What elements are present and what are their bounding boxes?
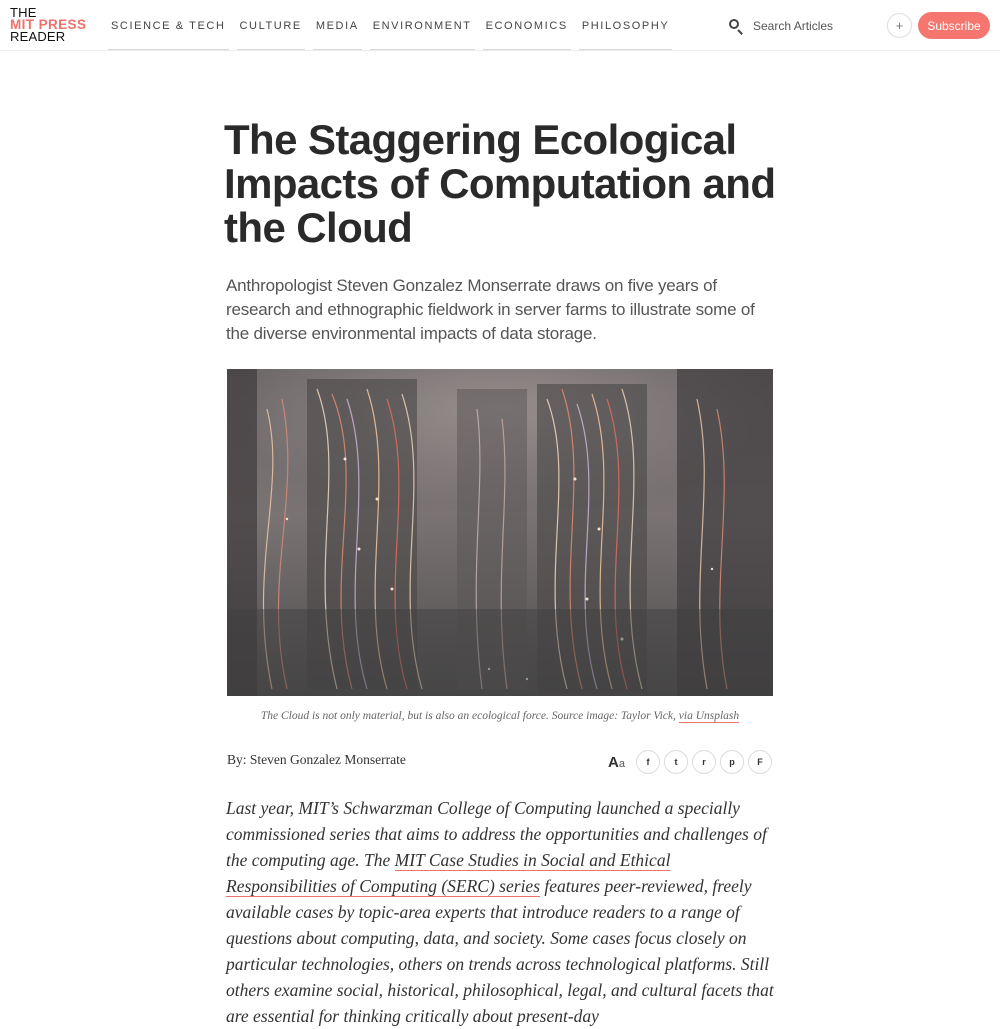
font-size-toggle[interactable]: Aa (608, 753, 625, 771)
body-text-part-1: Last year, MIT’s Schwarzman College of Computing launched a specially commissioned series that aims to address the opportunities and challenges of the computing age. The (226, 798, 767, 870)
share-bar (608, 750, 772, 774)
nav-item-science-tech[interactable]: SCIENCE & TECH (104, 0, 233, 51)
nav-item-environment[interactable]: ENVIRONMENT (366, 0, 479, 51)
main-nav (104, 0, 676, 51)
search-input[interactable] (753, 19, 873, 33)
hero-image (227, 369, 773, 696)
article-body (226, 795, 776, 1029)
plus-button[interactable]: + (887, 13, 912, 38)
caption-text: The Cloud is not only material, but is also an ecological force. Source image: Taylor Vick, (260, 710, 679, 722)
nav-item-culture[interactable]: CULTURE (233, 0, 309, 51)
subscribe-button[interactable]: Subscribe (918, 12, 990, 39)
body-text-part-2: features peer-reviewed, freely available cases by topic-area experts that introduce readers to a range of questions about computing, data, and society. Some cases focus closely on particular technologies, others on trends across technological platforms. Still others examine social, historical, philosophical, legal, and cultural facets that are essential for thinking critically about present-day (226, 876, 774, 1026)
nav-item-economics[interactable]: ECONOMICS (479, 0, 575, 51)
byline: By: Steven Gonzalez Monserrate (227, 752, 406, 767)
site-header (0, 0, 1000, 51)
site-logo[interactable] (10, 7, 86, 43)
server-room-photo (227, 369, 773, 696)
nav-item-philosophy[interactable]: PHILOSOPHY (575, 0, 677, 51)
pocket-icon[interactable]: p (720, 750, 744, 774)
logo-line-3: READER (10, 29, 66, 44)
logo-line-1: THE (10, 5, 37, 20)
article-title: The Staggering Ecological Impacts of Computation and the Cloud (224, 116, 776, 251)
nav-item-media[interactable]: MEDIA (309, 0, 366, 51)
reddit-icon[interactable]: r (692, 750, 716, 774)
logo-line-2: MIT PRESS (10, 17, 87, 32)
article-dek: Anthropologist Steven Gonzalez Monserrate draws on five years of research and ethnographic fieldwork in server farms to illustrate some of the diverse environmental impacts of data storage. (226, 276, 755, 343)
image-caption (227, 710, 773, 722)
caption-source-link[interactable]: via Unsplash (678, 710, 740, 722)
serc-series-link[interactable]: MIT Case Studies in Social and Ethical Responsibilities of Computing (SERC) series (226, 850, 671, 896)
twitter-icon[interactable]: t (664, 750, 688, 774)
search-icon[interactable] (728, 18, 744, 34)
facebook-icon[interactable]: f (636, 750, 660, 774)
flipboard-icon[interactable]: F (748, 750, 772, 774)
search-box (728, 15, 873, 37)
